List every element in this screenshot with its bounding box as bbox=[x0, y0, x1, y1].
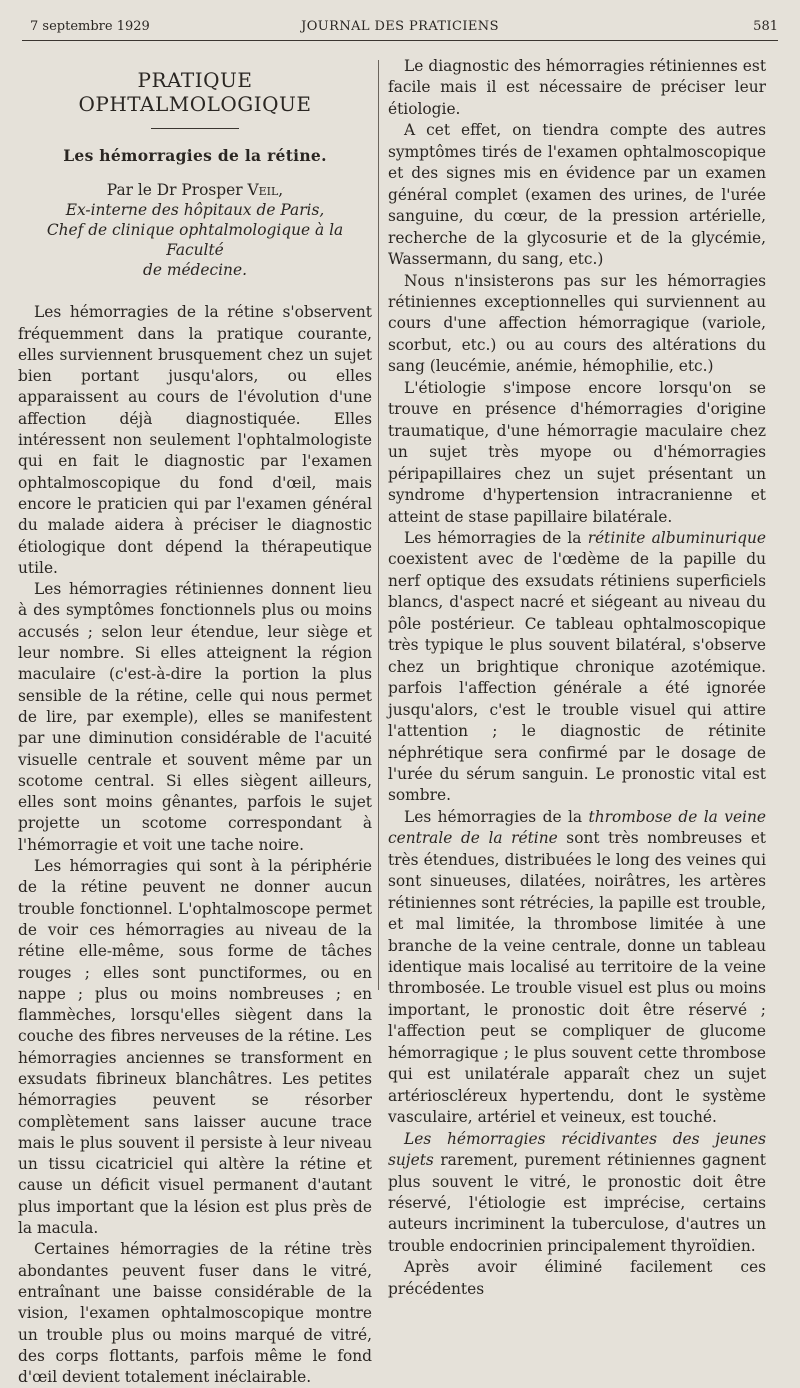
header-rule bbox=[22, 40, 778, 41]
text-run: rarement, purement rétiniennes gagnent plus souvent le vitré, le pronostic doit être réservé, l'étiologie est imprécise, certains auteurs incriminent la tuberculose, d'autres un trouble endocrinien principalement thyroïdien. bbox=[388, 1151, 766, 1255]
paragraph: Les hémorragies rétiniennes donnent lieu à des symptômes fonctionnels plus ou moins accusés ; selon leur étendue, leur siège et leur nombre. Si elles atteignent la région maculaire (c'est-à-dire la portion la plus sensible de la rétine, celle qui nous permet de lire, par exemple), elles se manifestent par une diminution considérable de l'acuité visuelle centrale et souvent même par un scotome central. Si elles siègent ailleurs, elles sont moins gênantes, parfois le sujet projette un scotome correspondant à l'hémorragie et voit une tache noire. bbox=[18, 580, 372, 854]
affiliation-line-2: Chef de clinique ophtalmologique à la Faculté bbox=[46, 221, 344, 260]
paragraph bbox=[388, 528, 766, 807]
paragraph: A cet effet, on tiendra compte des autres symptômes tirés de l'examen ophtalmoscopique et des signes mis en évidence par un examen général complet (examen des urines, de l'urée sanguine, du cœur, de la pression artérielle, recherche de la glycosurie et de la glycémie, Wassermann, du sang, etc.) bbox=[388, 121, 766, 269]
section-heading: PRATIQUE OPHTALMOLOGIQUE bbox=[78, 68, 312, 116]
paragraph bbox=[388, 1129, 766, 1258]
text-run: Les hémorragies de la bbox=[404, 807, 583, 826]
paragraph: Les hémorragies qui sont à la périphérie de la rétine peuvent ne donner aucun trouble fonctionnel. L'ophtalmoscope permet de voir ces hémorragies au niveau de la rétine elle-même, sous forme de tâches rouges ; elles sont punctiformes, ou en nappe ; plus ou moins nombreuses ; en flammèches, lorsqu'elles siègent dans la couche des fibres nerveuses de la rétine. Les hémorragies anciennes se transforment en exsudats fibrineux blanchâtres. Les petites hémorragies peuvent se résorber complètement sans laisser aucune trace mais le plus souvent il persiste à leur niveau un tissu cicatriciel qui altère la rétine et cause un déficit visuel permanent d'autant plus important que la lésion est plus près de la macula. bbox=[18, 857, 372, 1238]
italic-term: thrombose de la veine centrale de la rétine bbox=[388, 807, 767, 848]
byline bbox=[18, 180, 372, 280]
italic-term: rétinite albuminurique bbox=[587, 528, 766, 547]
paragraph: Nous n'insisterons pas sur les hémorragies rétiniennes exceptionnelles qui surviennent au cours d'une affection hémorragique (variole, scorbut, etc.) ou au cours des altérations du sang (leucémie, anémie, hémophilie, etc.) bbox=[388, 271, 766, 376]
article-title: Les hémorragies de la rétine. bbox=[63, 146, 327, 165]
affiliation-line-3: de médecine. bbox=[143, 261, 247, 280]
text-run: sont très nombreuses et très étendues, distribuées le long des veines qui sont sinueuses, dilatées, noirâtres, les artères rétiniennes sont rétrécies, la papille est trouble, et mal limitée, la thrombose limitée à une branche de la veine centrale, donne un tableau identique mais localisé au territoire de la veine thrombosée. Le trouble visuel est plus ou moins important, le pronostic doit être réservé ; l'affection peut se compliquer de glucome hémorragique ; le plus souvent cette thrombose qui est unilatérale apparaît chez un sujet artérioscléreux hypertendu, dont le système vasculaire, artériel et veineux, est touché. bbox=[388, 829, 766, 1127]
right-column bbox=[388, 56, 766, 1300]
author-line bbox=[18, 180, 372, 200]
paragraph bbox=[388, 807, 766, 1129]
author-surname: Veil, bbox=[247, 181, 284, 200]
paragraph: Les hémorragies de la rétine s'observent fréquemment dans la pratique courante, elles surviennent brusquement chez un sujet bien portant jusqu'alors, ou elles apparaissent au cours de l'évolution d'une affection déjà diagnostiquée. Elles intéressent non seulement l'ophtalmologiste qui en fait le diagnostic par l'examen ophtalmoscopique du fond d'œil, mais encore le praticien qui par l'examen général du malade aidera à préciser le diagnostic étiologique dont dépend la thérapeutique utile. bbox=[18, 303, 372, 577]
italic-term: Les hémorragies récidivantes des jeunes sujets bbox=[388, 1129, 766, 1170]
left-column bbox=[18, 58, 372, 1388]
page-header bbox=[22, 14, 778, 38]
text-run: Les hémorragies de la bbox=[404, 528, 582, 547]
page-number: 581 bbox=[753, 19, 778, 34]
byline-prefix: Par le Dr Prosper bbox=[106, 181, 243, 200]
column-divider bbox=[378, 60, 379, 990]
paragraph: L'étiologie s'impose encore lorsqu'on se trouve en présence d'hémorragies d'origine traumatique, d'une hémorragie maculaire chez un sujet très myope ou d'hémorragies péripapillaires chez un sujet présentant un syndrome d'hypertension intracranienne et atteint de stase papillaire bilatérale. bbox=[388, 378, 766, 526]
paragraph: Certaines hémorragies de la rétine très abondantes peuvent fuser dans le vitré, entraînant une baisse considérable de la vision, l'examen ophtalmoscopique montre un trouble plus ou moins marqué de vitré, des corps flottants, parfois même le fond d'œil devient totalement inéclairable. bbox=[18, 1240, 372, 1387]
text-run: coexistent avec de l'œdème de la papille du nerf optique des exsudats rétiniens superficiels blancs, d'aspect nacré et siégeant au niveau du pôle postérieur. Ce tableau ophtalmoscopique très typique le plus souvent bilatéral, s'observe chez un brightique chronique azotémique. parfois l'affection générale a été ignorée jusqu'alors, c'est le trouble visuel qui attire l'attention ; le diagnostic de rétinite néphrétique sera confirmé par le dosage de l'urée du sérum sanguin. Le pronostic vital est sombre. bbox=[388, 550, 766, 805]
issue-date: 7 septembre 1929 bbox=[30, 19, 150, 34]
paragraph: Le diagnostic des hémorragies rétiniennes est facile mais il est nécessaire de préciser leur étiologie. bbox=[388, 57, 766, 118]
journal-title: JOURNAL DES PRATICIENS bbox=[301, 19, 499, 34]
affiliation-line-1: Ex-interne des hôpitaux de Paris, bbox=[65, 201, 325, 220]
section-rule bbox=[151, 128, 239, 129]
paragraph: Après avoir éliminé facilement ces précédentes bbox=[388, 1258, 766, 1298]
